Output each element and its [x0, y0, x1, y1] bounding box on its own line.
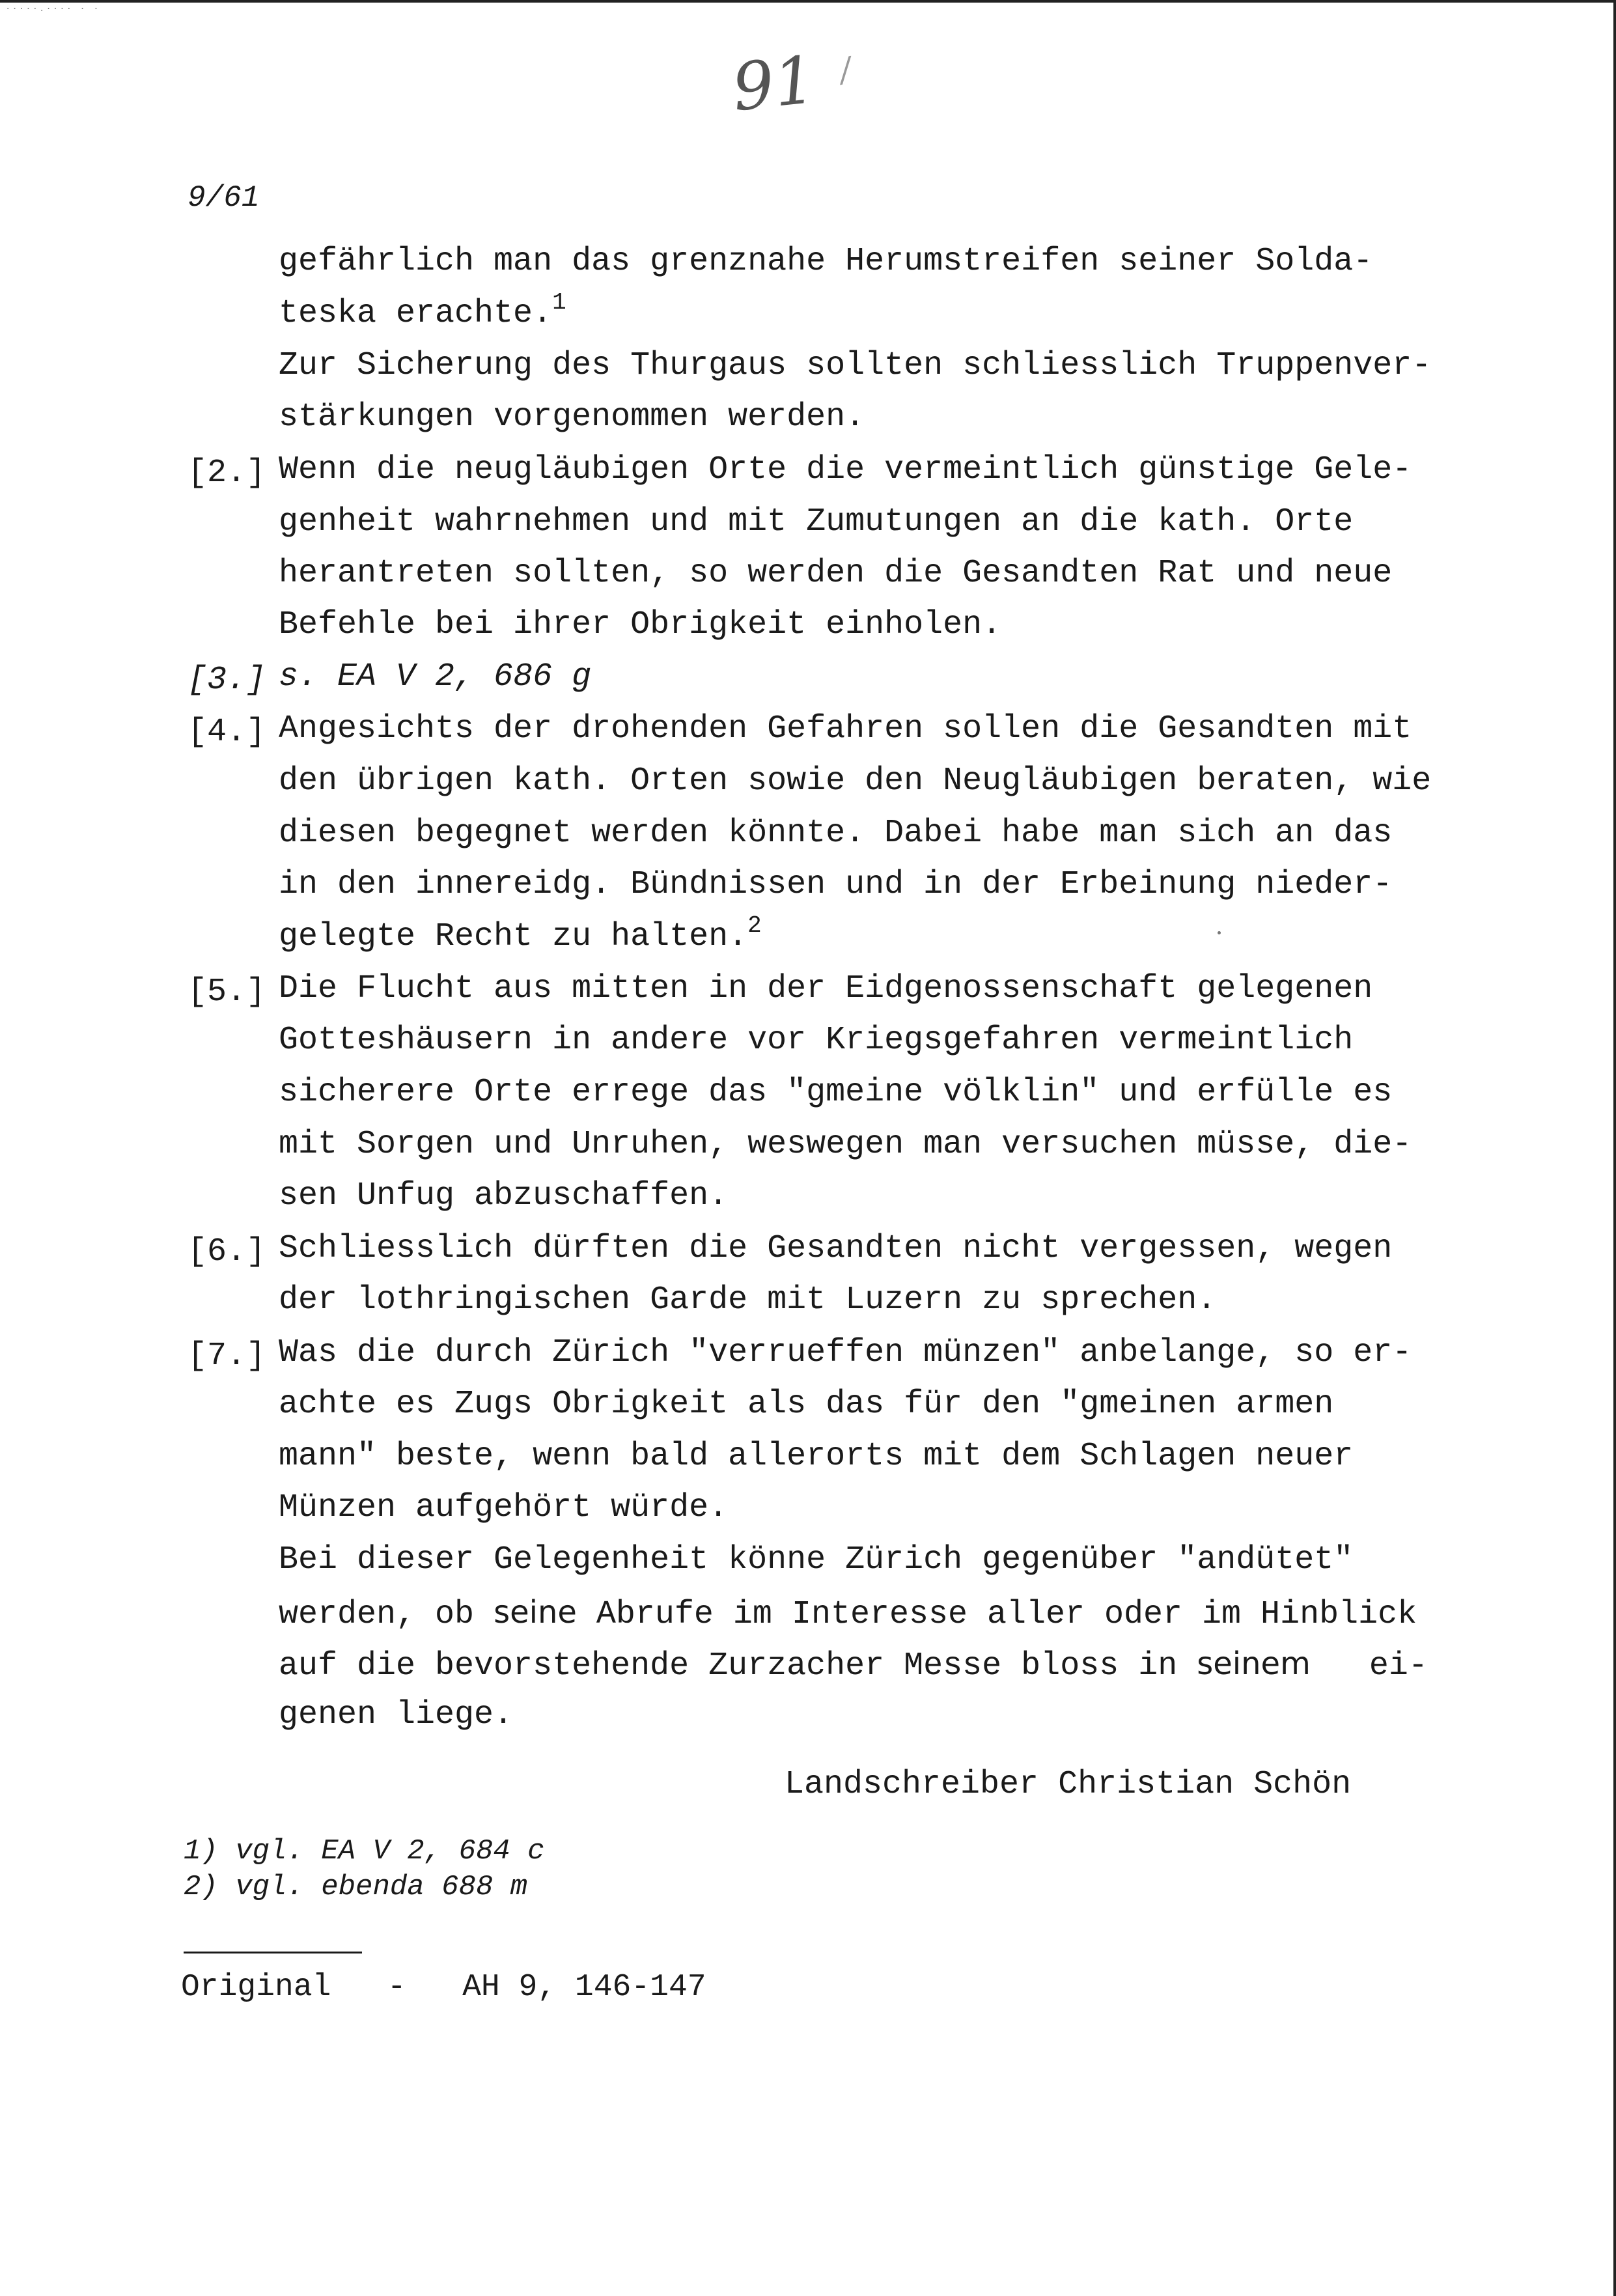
- item-label-4: [4.]: [188, 714, 266, 751]
- scan-dot: [1218, 931, 1221, 934]
- page-edge-right: [1613, 0, 1616, 2296]
- item-4-line-5: gelegte Recht zu halten.$^2$: [279, 912, 762, 955]
- footnote-2: 2) vgl. ebenda 688 m: [184, 1871, 528, 1903]
- handwritten-insert-seine: seine: [494, 1594, 577, 1631]
- item-5-line-2: Gotteshäusern in andere vor Kriegsgefahren vermeintlich: [279, 1022, 1354, 1059]
- intro-line-1: gefährlich man das grenznahe Herumstreifen seiner Solda-: [279, 243, 1373, 280]
- signature: Landschreiber Christian Schön: [785, 1766, 1352, 1803]
- handwritten-insert-seinem: seinem: [1197, 1645, 1311, 1682]
- footnote-ref-1: 1: [552, 289, 566, 316]
- item-label-3: [3.]: [188, 662, 266, 699]
- item-label-5: [5.]: [188, 973, 266, 1011]
- intro-line-4: stärkungen vorgenommen werden.: [279, 399, 865, 436]
- footnote-ref-2: 2: [747, 912, 762, 939]
- folio-mark: 91: [729, 41, 820, 126]
- item-3-line-1: s. EA V 2, 686 g: [279, 658, 592, 695]
- intro-line-3: Zur Sicherung des Thurgaus sollten schliesslich Truppenver-: [279, 347, 1432, 384]
- item-7-line-3: mann" beste, wenn bald allerorts mit dem Schlagen neuer: [279, 1438, 1354, 1475]
- item-4-line-4: in den innereidg. Bündnissen und in der Erbeinung nieder-: [279, 866, 1393, 903]
- separator-rule: [184, 1952, 362, 1953]
- item-2-line-1: Wenn die neugläubigen Orte die vermeintlich günstige Gele-: [279, 451, 1412, 488]
- item-2-line-2: genheit wahrnehmen und mit Zumutungen an die kath. Orte: [279, 503, 1354, 540]
- page-reference: 9/61: [188, 181, 260, 215]
- item-label-6: [6.]: [188, 1233, 266, 1270]
- item-7-line-6: werden, ob seine Abrufe im Interesse aller oder im Hinblick: [279, 1594, 1417, 1633]
- item-7-line-5: Bei dieser Gelegenheit könne Zürich gegenüber "andütet": [279, 1541, 1354, 1578]
- item-5-line-4: mit Sorgen und Unruhen, weswegen man versuchen müsse, die-: [279, 1126, 1412, 1163]
- item-label-2: [2.]: [188, 455, 266, 492]
- item-7-line-7: auf die bevorstehende Zurzacher Messe bloss in seinem ei-: [279, 1645, 1428, 1685]
- source-ref: AH 9, 146-147: [462, 1970, 706, 2005]
- item-5-line-1: Die Flucht aus mitten in der Eidgenossenschaft gelegenen: [279, 970, 1373, 1007]
- source-dash: -: [387, 1970, 406, 2005]
- item-5-line-5: sen Unfug abzuschaffen.: [279, 1177, 729, 1214]
- intro-line-2: teska erachte.$^1$: [279, 289, 566, 332]
- folio-mark-sub: /: [837, 49, 854, 90]
- item-7-line-4: Münzen aufgehört würde.: [279, 1489, 729, 1526]
- item-6-line-2: der lothringischen Garde mit Luzern zu sprechen.: [279, 1281, 1217, 1319]
- item-4-line-2: den übrigen kath. Orten sowie den Neugläubigen beraten, wie: [279, 763, 1432, 800]
- item-7-line-2: achte es Zugs Obrigkeit als das für den "gmeinen armen: [279, 1386, 1334, 1423]
- source-line: [181, 1970, 706, 2005]
- item-4-line-3: diesen begegnet werden könnte. Dabei habe man sich an das: [279, 815, 1393, 852]
- item-7-line-1: Was die durch Zürich "verrueffen münzen" anbelange, so er-: [279, 1334, 1412, 1371]
- item-2-line-3: herantreten sollten, so werden die Gesandten Rat und neue: [279, 555, 1393, 592]
- item-4-line-1: Angesichts der drohenden Gefahren sollen die Gesandten mit: [279, 710, 1412, 748]
- scan-specks: ·····.···· · ·: [5, 4, 100, 14]
- item-label-7: [7.]: [188, 1337, 266, 1375]
- source-label: Original: [181, 1970, 331, 2005]
- footnote-1: 1) vgl. EA V 2, 684 c: [184, 1835, 545, 1868]
- item-5-line-3: sicherere Orte errege das "gmeine völklin" und erfülle es: [279, 1074, 1393, 1111]
- item-7-line-8: genen liege.: [279, 1696, 514, 1733]
- page-edge-top: [0, 0, 1616, 3]
- item-6-line-1: Schliesslich dürften die Gesandten nicht vergessen, wegen: [279, 1230, 1393, 1267]
- item-2-line-4: Befehle bei ihrer Obrigkeit einholen.: [279, 606, 1002, 643]
